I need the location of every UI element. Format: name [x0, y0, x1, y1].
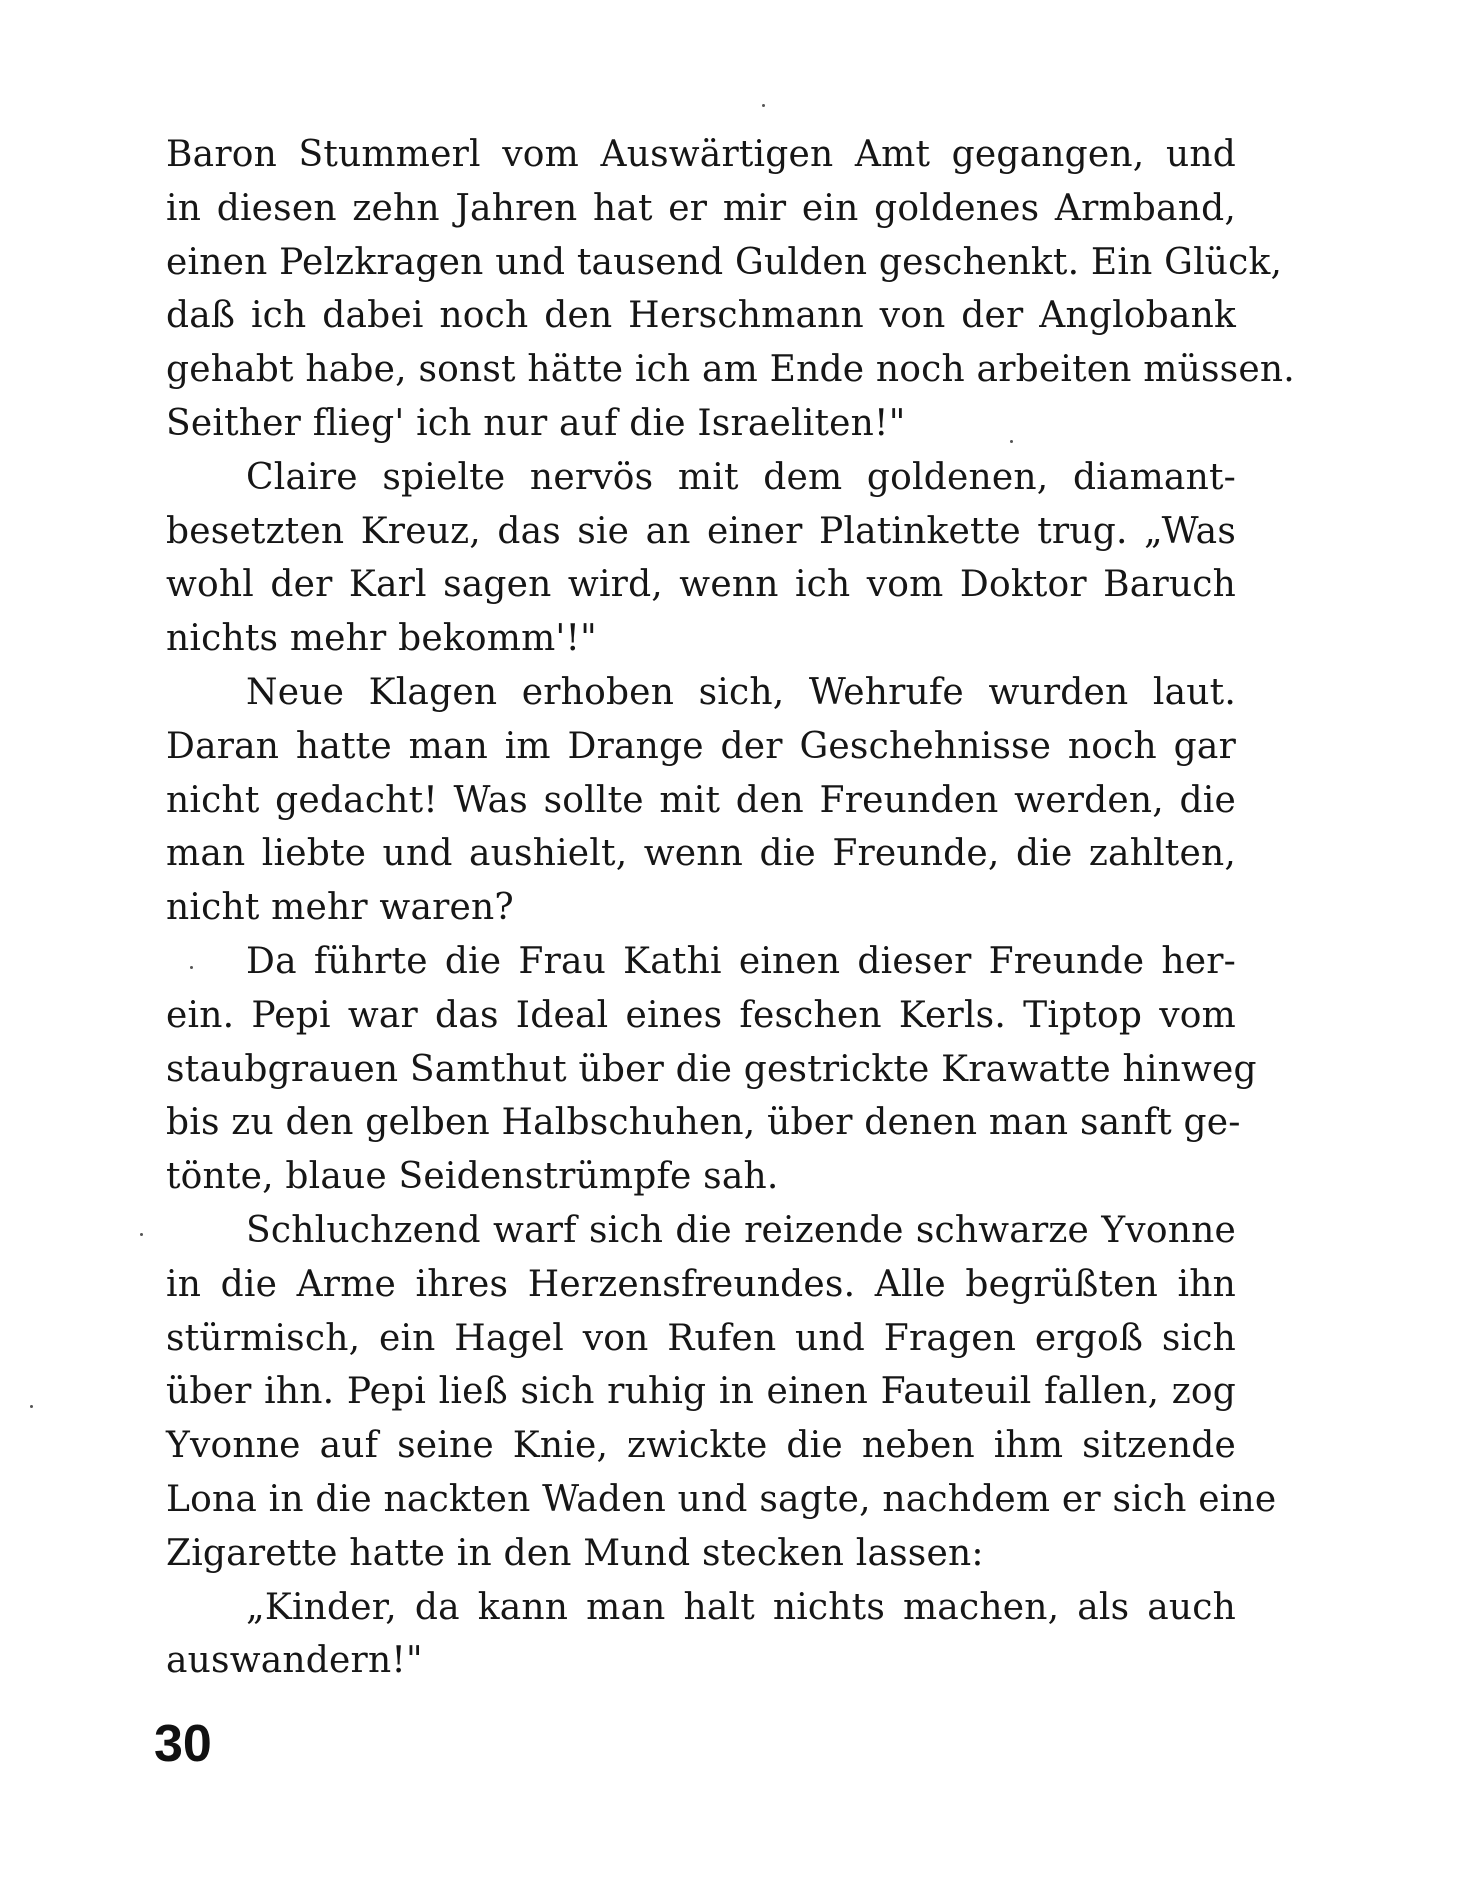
text-line: Claire spielte nervös mit dem goldenen, diamant-: [246, 456, 1236, 498]
text-line: ein. Pepi war das Ideal eines feschen Kerls. Tiptop vom: [166, 994, 1236, 1036]
text-line: Daran hatte man im Drange der Geschehnisse noch gar: [166, 725, 1236, 767]
text-line: staubgrauen Samthut über die gestrickte Krawatte hinweg: [166, 1048, 1257, 1090]
text-line: gehabt habe, sonst hätte ich am Ende noch arbeiten müssen.: [166, 349, 1295, 391]
print-speck: [1010, 440, 1013, 443]
text-line: Neue Klagen erhoben sich, Wehrufe wurden laut.: [246, 671, 1236, 713]
text-line: besetzten Kreuz, das sie an einer Platinkette trug. „Was: [166, 510, 1236, 552]
text-line: Da führte die Frau Kathi einen dieser Freunde her-: [246, 940, 1236, 982]
print-speck: [762, 104, 765, 107]
text-line: Seither flieg' ich nur auf die Israeliten!": [166, 402, 906, 444]
print-speck: [30, 1405, 33, 1408]
text-line: bis zu den gelben Halbschuhen, über denen man sanft ge-: [166, 1102, 1241, 1144]
text-line: Zigarette hatte in den Mund stecken lassen:: [166, 1532, 984, 1574]
text-line: Yvonne auf seine Knie, zwickte die neben ihm sitzende: [166, 1425, 1236, 1467]
text-line: nichts mehr bekomm'!": [166, 618, 597, 660]
body-text: [166, 128, 1295, 1688]
text-line: daß ich dabei noch den Herschmann von der Anglobank: [166, 295, 1236, 337]
text-line: Schluchzend warf sich die reizende schwarze Yvonne: [246, 1209, 1236, 1251]
text-line: über ihn. Pepi ließ sich ruhig in einen Fauteuil fallen, zog: [166, 1371, 1236, 1413]
print-speck: [190, 966, 193, 969]
text-line: tönte, blaue Seidenstrümpfe sah.: [166, 1156, 779, 1198]
text-line: Baron Stummerl vom Auswärtigen Amt gegangen, und: [166, 134, 1236, 175]
text-line: stürmisch, ein Hagel von Rufen und Fragen ergoß sich: [166, 1317, 1236, 1359]
text-line: nicht mehr waren?: [166, 887, 514, 929]
text-line: nicht gedacht! Was sollte mit den Freunden werden, die: [166, 779, 1236, 821]
text-line: wohl der Karl sagen wird, wenn ich vom Doktor Baruch: [166, 564, 1236, 606]
text-line: in diesen zehn Jahren hat er mir ein goldenes Armband,: [166, 187, 1236, 229]
text-line: auswandern!": [166, 1640, 423, 1682]
page-number: 30: [154, 1715, 212, 1773]
print-speck: [140, 1233, 143, 1236]
text-line: man liebte und aushielt, wenn die Freunde, die zahlten,: [166, 833, 1236, 875]
text-line: in die Arme ihres Herzensfreundes. Alle begrüßten ihn: [166, 1263, 1236, 1305]
text-line: Lona in die nackten Waden und sagte, nachdem er sich eine: [166, 1478, 1277, 1520]
text-line: „Kinder, da kann man halt nichts machen, als auch: [246, 1586, 1236, 1628]
text-line: einen Pelzkragen und tausend Gulden geschenkt. Ein Glück,: [166, 241, 1283, 283]
